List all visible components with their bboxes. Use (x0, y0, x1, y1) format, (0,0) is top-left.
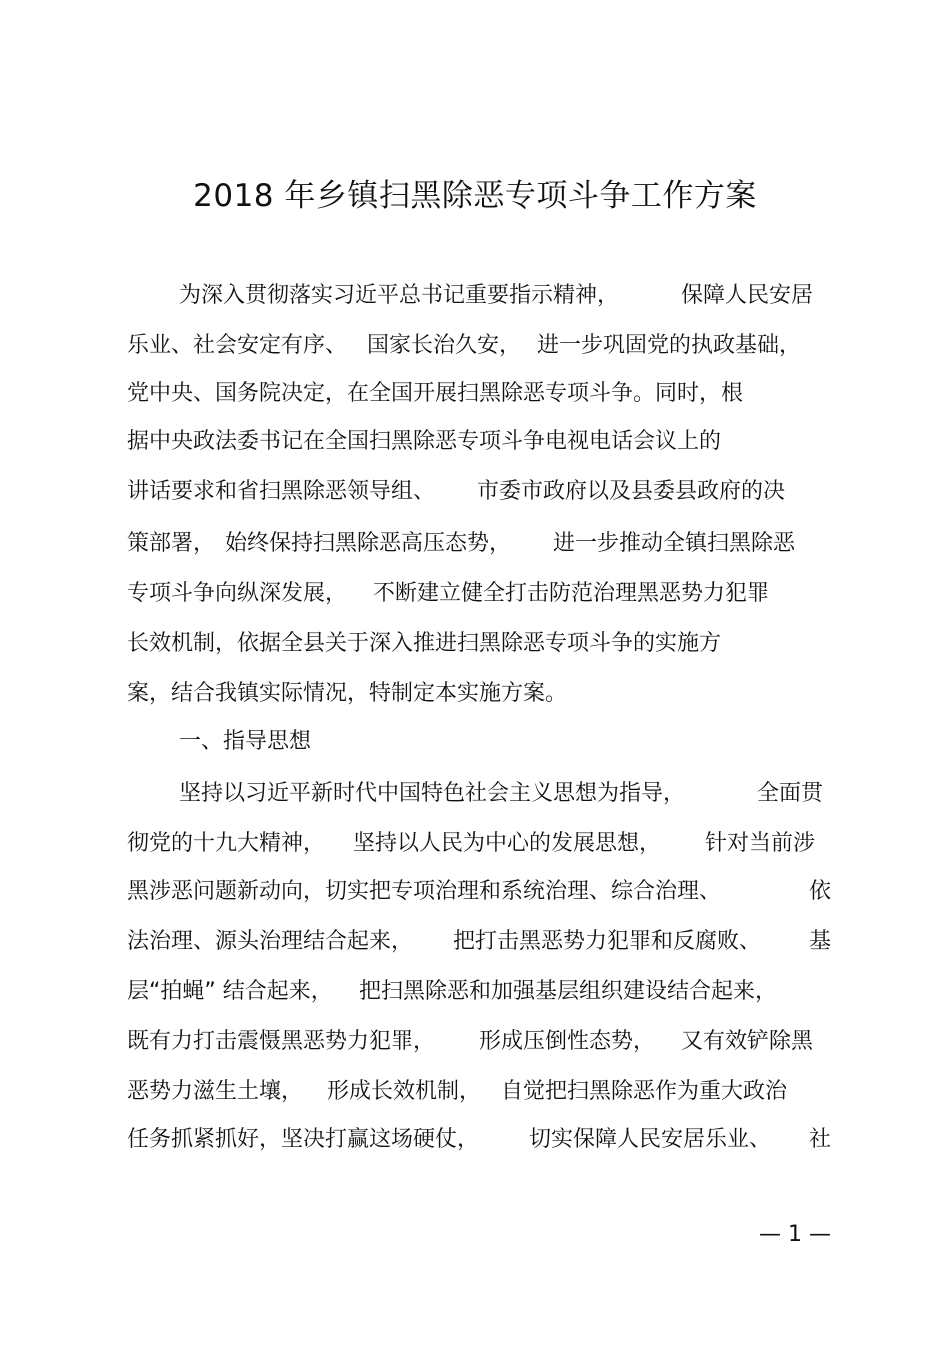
text-segment: 恶势力滋生土壤， (127, 1079, 304, 1104)
text-segment: 社 (809, 1127, 832, 1152)
text-segment: 乐业、社会安定有序、 (127, 333, 348, 358)
text-segment: 保障人民安居 (681, 283, 814, 308)
paragraph-1-line-4 (127, 422, 833, 462)
text-segment: 不断建立健全打击防范治理黑恶势力犯罪 (373, 581, 770, 606)
paragraph-1-line-6 (127, 524, 833, 564)
text-segment: 切实保障人民安居乐业、 (529, 1127, 772, 1152)
text-segment: 依 (809, 879, 832, 904)
text-segment: 讲话要求和省扫黑除恶领导组、 (127, 479, 436, 504)
text-segment: 为深入贯彻落实习近平总书记重要指示精神， (179, 283, 620, 308)
text-segment: 市委市政府以及县委县政府的决 (477, 479, 786, 504)
text-segment: 全面贯 (757, 781, 824, 806)
text-segment: 进一步推动全镇扫黑除恶 (553, 531, 796, 556)
paragraph-2-line-5 (127, 972, 833, 1012)
paragraph-1-line-2 (127, 326, 833, 366)
page-number: — 1 — (759, 1222, 831, 1247)
text-segment: 进一步巩固党的执政基础， (537, 333, 802, 358)
text-segment: 针对当前涉 (705, 831, 816, 856)
paragraph-1-line-7 (127, 574, 833, 614)
text-segment: 党中央、国务院决定，在全国开展扫黑除恶专项斗争。同时，根 (127, 381, 744, 406)
text-segment: 坚持以人民为中心的发展思想， (353, 831, 662, 856)
paragraph-2-line-2 (127, 824, 833, 864)
text-segment: 黑涉恶问题新动向，切实把专项治理和系统治理、综合治理、 (127, 879, 722, 904)
text-segment: 坚持以习近平新时代中国特色社会主义思想为指导， (179, 781, 686, 806)
paragraph-1-line-5 (127, 472, 833, 512)
text-segment: 又有效铲除黑 (681, 1029, 814, 1054)
paragraph-2-line-8 (127, 1120, 833, 1160)
text-segment: 形成长效机制， (327, 1079, 482, 1104)
paragraph-2-line-6 (127, 1022, 833, 1062)
text-segment: 法治理、源头治理结合起来， (127, 929, 414, 954)
paragraph-2-line-1 (127, 774, 833, 814)
text-segment: 层“拍蝇” 结合起来， (127, 979, 333, 1004)
text-segment: 既有力打击震慑黑恶势力犯罪， (127, 1029, 436, 1054)
text-segment: 把扫黑除恶和加强基层组织建设结合起来， (359, 979, 778, 1004)
section-heading-text: 一、指导思想 (179, 729, 312, 754)
text-segment: 彻党的十九大精神， (127, 831, 326, 856)
text-segment: 国家长治久安， (367, 333, 522, 358)
text-segment: 把打击黑恶势力犯罪和反腐败、 (453, 929, 762, 954)
text-segment: 策部署， (127, 531, 216, 556)
text-segment: 任务抓紧抓好，坚决打赢这场硬仗， (127, 1127, 480, 1152)
text-segment: 据中央政法委书记在全国扫黑除恶专项斗争电视电话会议上的 (127, 429, 722, 454)
paragraph-1-line-1 (127, 276, 833, 316)
text-segment: 专项斗争向纵深发展， (127, 581, 348, 606)
paragraph-2-line-7 (127, 1072, 833, 1112)
paragraph-1-line-3 (127, 374, 833, 414)
paragraph-2-line-4 (127, 922, 833, 962)
paragraph-1-line-9 (127, 674, 833, 714)
section-heading (127, 722, 833, 762)
paragraph-2-line-3 (127, 872, 833, 912)
text-segment: 形成压倒性态势， (479, 1029, 656, 1054)
document-title: 2018 年乡镇扫黑除恶专项斗争工作方案 (193, 178, 757, 214)
text-segment: 基 (809, 929, 832, 954)
text-segment: 自觉把扫黑除恶作为重大政治 (501, 1079, 788, 1104)
text-segment: 案，结合我镇实际情况，特制定本实施方案。 (127, 681, 568, 706)
text-segment: 始终保持扫黑除恶高压态势， (225, 531, 512, 556)
paragraph-1-line-8 (127, 624, 833, 664)
text-segment: 长效机制，依据全县关于深入推进扫黑除恶专项斗争的实施方 (127, 631, 722, 656)
